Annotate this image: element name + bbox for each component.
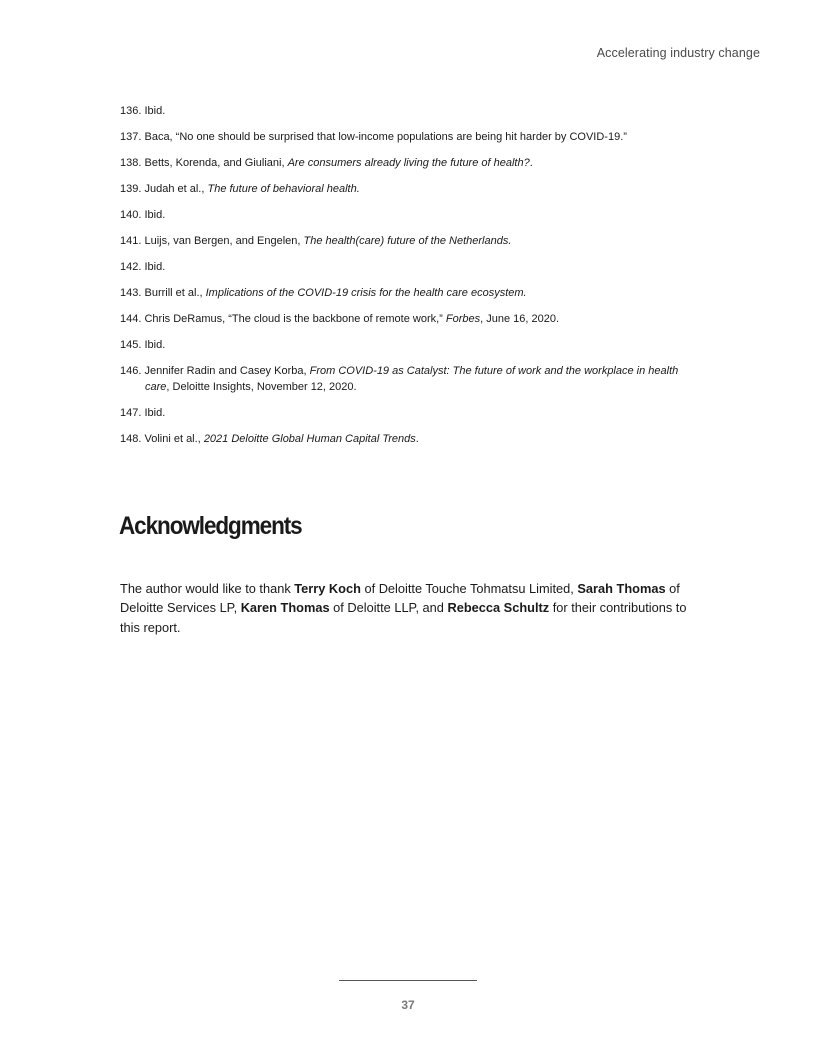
endnote-item: 141. Luijs, van Bergen, and Engelen, The health(care) future of the Netherlands. (120, 235, 512, 247)
page-number: 37 (401, 998, 415, 1012)
contributor-name: Rebecca Schultz (447, 600, 550, 616)
endnote-item: 145. Ibid. (120, 339, 166, 351)
endnote-item: 144. Chris DeRamus, “The cloud is the backbone of remote work,” Forbes, June 16, 2020. (120, 313, 560, 325)
acknowledgments-heading: Acknowledgments (119, 512, 302, 540)
endnote-item: 148. Volini et al., 2021 Deloitte Global Human Capital Trends. (120, 432, 419, 445)
footer-divider (339, 980, 477, 981)
contributor-name: Karen Thomas (240, 600, 330, 616)
endnote-item: 142. Ibid. (120, 261, 166, 273)
running-header: Accelerating industry change (596, 46, 760, 60)
endnote-item: 136. Ibid. (120, 105, 166, 117)
acknowledgments-paragraph: The author would like to thank Terry Koch of Deloitte Touche Tohmatsu Limited, Sarah Thomas of Deloitte Services LP, Karen Thomas of Deloitte LLP, and Rebecca Schultz for their contributions to this report. (120, 581, 687, 635)
endnote-item: 140. Ibid. (120, 209, 166, 221)
contributor-name: Terry Koch (294, 581, 361, 596)
endnote-item: 147. Ibid. (120, 406, 166, 419)
endnotes-list (120, 104, 700, 458)
endnote-item: 139. Judah et al., The future of behavioral health. (120, 183, 360, 195)
endnote-item: 143. Burrill et al., Implications of the COVID-19 crisis for the health care ecosystem. (120, 287, 527, 299)
endnote-item: 146. Jennifer Radin and Casey Korba, From COVID-19 as Catalyst: The future of work and the workplace in health care, Deloitte Insights, November 12, 2020. (120, 365, 679, 393)
endnote-item: 137. Baca, “No one should be surprised that low-income populations are being hit harder by COVID-19.” (120, 131, 627, 143)
endnote-item: 138. Betts, Korenda, and Giuliani, Are consumers already living the future of health?. (120, 157, 533, 169)
contributor-name: Sarah Thomas (577, 581, 666, 596)
